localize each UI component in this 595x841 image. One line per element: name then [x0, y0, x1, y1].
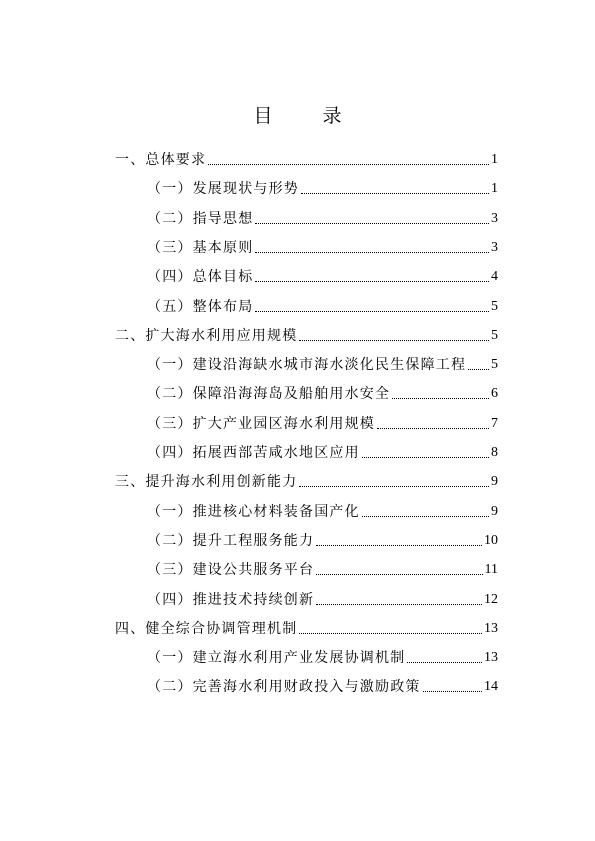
toc-entry[interactable] [147, 263, 498, 285]
toc-entry-label: （二）提升工程服务能力 [147, 532, 315, 549]
toc-entry-page: 9 [491, 474, 498, 490]
toc-entry[interactable] [147, 234, 498, 256]
toc-entry-label: （四）拓展西部苦咸水地区应用 [147, 445, 360, 461]
toc-entry-label: 一、总体要求 [115, 152, 207, 168]
toc-entry-page: 4 [491, 269, 498, 285]
toc-entry[interactable] [115, 322, 498, 344]
toc-entry-page: 5 [491, 357, 498, 373]
toc-entry-page: 7 [491, 415, 498, 431]
toc-leader-dots [301, 192, 489, 194]
toc-leader-dots [423, 690, 482, 692]
toc-entry-label: （三）建设公共服务平台 [147, 562, 315, 579]
toc-entry-label: （三）基本原则 [147, 239, 254, 256]
toc-entry-label: （四）推进技术持续创新 [147, 591, 315, 608]
toc-entry[interactable] [115, 615, 498, 637]
toc-entry[interactable] [147, 527, 498, 549]
toc-entry[interactable] [147, 410, 498, 432]
toc-entry[interactable] [147, 673, 498, 695]
toc-leader-dots [255, 310, 489, 312]
toc-leader-dots [299, 339, 489, 341]
toc-leader-dots [316, 544, 482, 546]
toc-entry-label: 三、提升海水利用创新能力 [115, 474, 298, 491]
toc-entry-page: 5 [491, 298, 498, 314]
toc-entry-page: 11 [484, 562, 498, 578]
toc-entry[interactable] [147, 644, 498, 666]
toc-entry-page: 1 [491, 181, 498, 197]
toc-leader-dots [392, 397, 489, 399]
toc-leader-dots [208, 163, 489, 165]
toc-entry-label: （二）指导思想 [147, 210, 254, 227]
toc-entry[interactable] [147, 175, 498, 197]
toc-leader-dots [362, 456, 489, 458]
toc-entry-page: 12 [484, 591, 498, 607]
toc-entry[interactable] [147, 586, 498, 608]
toc-leader-dots [299, 632, 482, 634]
toc-leader-dots [468, 368, 489, 370]
toc-entry-page: 3 [491, 210, 498, 226]
toc-leader-dots [377, 427, 489, 429]
toc-leader-dots [255, 280, 489, 282]
toc-entry-page: 5 [491, 327, 498, 343]
toc-leader-dots [407, 661, 482, 663]
toc-entry[interactable] [147, 293, 498, 315]
toc-entry-page: 14 [484, 679, 498, 695]
toc-entry[interactable] [147, 205, 498, 227]
toc-entry-label: （三）扩大产业园区海水利用规模 [147, 415, 375, 432]
toc-leader-dots [316, 573, 482, 575]
toc-entry[interactable] [147, 351, 498, 373]
toc-entry[interactable] [147, 439, 498, 461]
toc-entry-label: （四）总体目标 [147, 269, 254, 286]
toc-entry-label: （一）建设沿海缺水城市海水淡化民生保障工程 [147, 357, 467, 374]
toc-entry-page: 9 [491, 503, 498, 519]
toc-entry-label: （五）整体布局 [147, 298, 254, 315]
toc-entry-label: 四、健全综合协调管理机制 [115, 620, 298, 637]
toc-entry-label: （一）建立海水利用产业发展协调机制 [147, 650, 406, 667]
toc-leader-dots [299, 485, 489, 487]
toc-entry[interactable] [147, 556, 498, 578]
toc-entry-page: 13 [484, 650, 498, 666]
toc-entry-page: 6 [491, 386, 498, 402]
toc-entry[interactable] [115, 468, 498, 490]
toc-entry-label: （二）完善海水利用财政投入与激励政策 [147, 679, 421, 696]
toc-entry-label: 二、扩大海水利用应用规模 [115, 327, 298, 344]
toc-leader-dots [255, 222, 489, 224]
toc-entry-page: 3 [491, 239, 498, 255]
toc-entry[interactable] [147, 380, 498, 402]
page-title: 目 录 [253, 105, 364, 127]
toc-entry-label: （二）保障沿海海岛及船舶用水安全 [147, 386, 391, 403]
toc-leader-dots [255, 251, 489, 253]
toc-entry-page: 13 [484, 620, 498, 636]
toc-leader-dots [316, 603, 482, 605]
toc-entry[interactable] [115, 146, 498, 168]
toc-leader-dots [362, 515, 489, 517]
toc-entry-label: （一）推进核心材料装备国产化 [147, 503, 360, 520]
toc-entry-page: 8 [491, 445, 498, 460]
toc-entry[interactable] [147, 498, 498, 520]
toc-entry-label: （一）发展现状与形势 [147, 181, 299, 198]
toc-entry-page: 1 [491, 152, 498, 167]
toc-entry-page: 10 [484, 532, 498, 548]
